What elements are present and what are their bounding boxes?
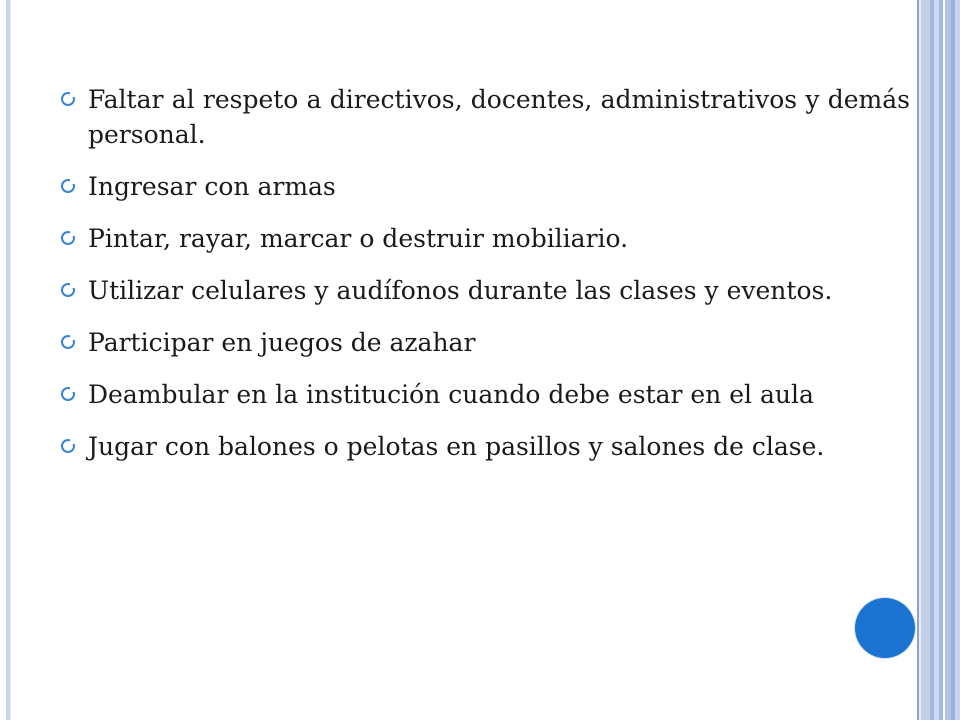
list-item — [58, 377, 910, 412]
ring-bullet-icon — [61, 92, 75, 106]
list-item — [58, 273, 910, 308]
ring-bullet-icon — [61, 439, 75, 453]
list-item-text: Pintar, rayar, marcar o destruir mobiliario. — [88, 224, 629, 253]
right-decorative-band — [915, 0, 960, 720]
list-item — [58, 82, 910, 152]
bullet-list — [58, 82, 910, 464]
accent-circle — [855, 598, 915, 658]
list-item — [58, 429, 910, 464]
slide-content — [58, 82, 910, 481]
list-item-text: Deambular en la institución cuando debe estar en el aula — [88, 380, 814, 409]
ring-bullet-icon — [61, 335, 75, 349]
left-frame-inner-line — [10, 0, 11, 720]
list-item — [58, 221, 910, 256]
list-item-text: Participar en juegos de azahar — [88, 328, 476, 357]
list-item-text: Faltar al respeto a directivos, docentes, administrativos y demás personal. — [88, 85, 910, 149]
ring-bullet-icon — [61, 283, 75, 297]
list-item-text: Ingresar con armas — [88, 172, 336, 201]
list-item — [58, 169, 910, 204]
list-item-text: Utilizar celulares y audífonos durante las clases y eventos. — [88, 276, 833, 305]
list-item — [58, 325, 910, 360]
ring-bullet-icon — [61, 179, 75, 193]
ring-bullet-icon — [61, 387, 75, 401]
list-item-text: Jugar con balones o pelotas en pasillos y salones de clase. — [88, 432, 825, 461]
ring-bullet-icon — [61, 231, 75, 245]
